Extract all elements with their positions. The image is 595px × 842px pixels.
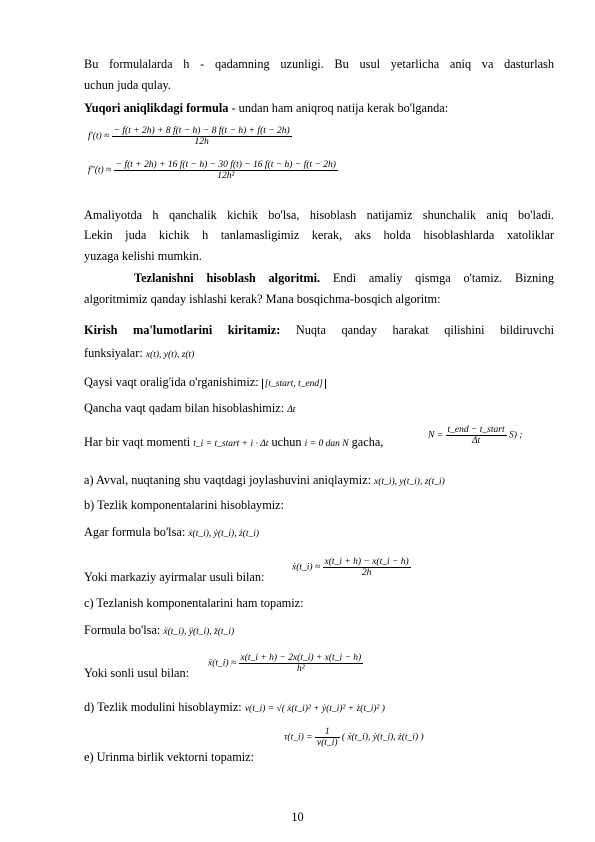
- text-line: [84, 473, 554, 490]
- formula-lhs: N =: [428, 430, 444, 441]
- text-line: yuzaga kelishi mumkin.: [84, 249, 202, 263]
- text-line: b) Tezlik komponentalarini hisoblaymiz:: [84, 498, 285, 512]
- text-span: Agar formula bo'lsa:: [84, 525, 186, 539]
- formula-numerator: x(t_i + h) − x(t_i − h): [324, 557, 409, 567]
- text-span: d) Tezlik modulini hisoblaymiz:: [84, 700, 242, 714]
- formula-denominator: h²: [297, 664, 305, 674]
- text-line: Yoki sonli usul bilan:: [84, 666, 190, 680]
- formula-first-derivative: [88, 126, 292, 147]
- bold-term: Kirish ma'lumotlarini kiritamiz:: [84, 323, 281, 337]
- text-span: funksiyalar:: [84, 346, 143, 360]
- page-number: 10: [291, 810, 304, 824]
- formula-lhs: ẍ(t_i) ≈: [208, 658, 237, 669]
- formula-lhs: v(t_i) =: [244, 704, 275, 714]
- formula-numerator: 1: [315, 727, 340, 738]
- text-span: gacha,: [351, 435, 384, 449]
- formula-numerator: t_end − t_start: [447, 425, 505, 435]
- text-line: Bu formulalarda h - qadamning uzunligi. Bu usul yetarlicha aniq va dasturlash: [84, 57, 554, 71]
- text-span: Endi amaliy qismga o'tamiz. Bizning: [320, 271, 554, 285]
- text-line: [84, 525, 554, 542]
- text-span: Qaysi vaqt oralig'ida o'rganishimiz:: [84, 375, 259, 389]
- text-line: [84, 401, 554, 418]
- formula-speed: [245, 704, 385, 714]
- text-line: [84, 375, 554, 392]
- text-span: Har bir vaqt momenti: [84, 435, 191, 449]
- text-line: [84, 700, 554, 717]
- text-line: algoritmimiz qanday ishlashi kerak? Mana bosqichma-bosqich algoritm:: [84, 292, 441, 306]
- text-line: Yoki markaziy ayirmalar usuli bilan:: [84, 570, 265, 584]
- formula-fraction: [323, 557, 411, 578]
- formula-rhs: √( ẋ(t_i)² + ẏ(t_i)² + ż(t_i)² ): [276, 704, 385, 714]
- formula-lhs: τ(t_i) =: [284, 732, 313, 743]
- formula-fraction: [446, 425, 507, 446]
- formula-denominator: 12h²: [217, 171, 235, 181]
- formula-numerator: − f(t + 2h) + 16 f(t − h) − 30 f(t) − 16 f(t − h) − f(t − 2h): [115, 160, 336, 170]
- formula-interval: [t_start, t_end]: [262, 379, 326, 389]
- formula-functions: x(t), y(t), z(t): [145, 350, 195, 360]
- formula-fraction: [114, 160, 338, 181]
- text-line: [84, 346, 554, 363]
- formula-tangent-vector: [284, 727, 424, 748]
- text-line: e) Urinma birlik vektorni topamiz:: [84, 750, 255, 764]
- text-line: uchun juda qulay.: [84, 78, 171, 92]
- formula-denominator: 2h: [361, 568, 372, 578]
- text-line: Lekin juda kichik h tanlamasligimiz kerak, aks holda hisoblashlarda xatoliklar: [84, 228, 554, 242]
- text-line: [84, 623, 554, 640]
- text-line: [134, 271, 554, 286]
- bold-term: Yuqori aniqlikdagi formula: [84, 101, 229, 115]
- formula-fraction: [239, 653, 364, 674]
- formula-lhs: f'(t) ≈: [88, 131, 110, 142]
- text-span: - undan ham aniqroq natija kerak bo'lganda:: [228, 101, 449, 115]
- formula-denominator: Δt: [471, 436, 481, 446]
- bold-term: Tezlanishni hisoblash algoritmi.: [134, 271, 321, 285]
- text-line: c) Tezlanish komponentalarini ham topamiz:: [84, 596, 304, 610]
- formula-denominator: 12h: [194, 137, 209, 147]
- formula-velocity: ẋ(t_i), ẏ(t_i), ż(t_i): [188, 529, 260, 539]
- formula-fraction: [112, 126, 292, 147]
- formula-ti: t_i = t_start + i · Δt: [193, 439, 269, 449]
- formula-velocity-difference: [292, 557, 411, 578]
- formula-second-derivative: [88, 160, 338, 181]
- formula-N: [428, 425, 522, 446]
- formula-position: x(t_i), y(t_i), z(t_i): [374, 477, 445, 487]
- text-span: uchun: [271, 435, 302, 449]
- formula-fraction: [315, 727, 340, 748]
- formula-acceleration-difference: [208, 653, 363, 674]
- text-span: a) Avval, nuqtaning shu vaqtdagi joylashuvini aniqlaymiz:: [84, 473, 371, 487]
- formula-numerator: − f(t + 2h) + 8 f(t − h) − 8 f(t − h) + f(t − 2h): [113, 126, 290, 136]
- formula-irange: i = 0 dan N: [304, 439, 349, 449]
- formula-numerator: x(t_i + h) − 2x(t_i) + x(t_i − h): [240, 653, 362, 663]
- formula-acceleration: ẍ(t_i), ÿ(t_i), z̈(t_i): [163, 627, 235, 637]
- text-span: Formula bo'lsa:: [84, 623, 161, 637]
- formula-lhs: ẋ(t_i) ≈: [292, 562, 321, 573]
- text-line: Amaliyotda h qanchalik kichik bo'lsa, hisoblash natijamiz shunchalik aniq bo'ladi.: [84, 208, 554, 222]
- formula-dt: Δt: [287, 405, 296, 415]
- text-span: Qancha vaqt qadam bilan hisoblashimiz:: [84, 401, 285, 415]
- formula-tail: S) ;: [508, 430, 523, 441]
- formula-denominator: v(t_i): [316, 738, 338, 748]
- text-span: Nuqta qanday harakat qilishini bildiruvchi: [280, 323, 554, 337]
- text-line: [84, 101, 554, 116]
- formula-lhs: f''(t) ≈: [88, 165, 112, 176]
- formula-rhs: ( ẋ(t_i), ẏ(t_i), ż(t_i) ): [341, 732, 424, 743]
- text-line: [84, 323, 554, 338]
